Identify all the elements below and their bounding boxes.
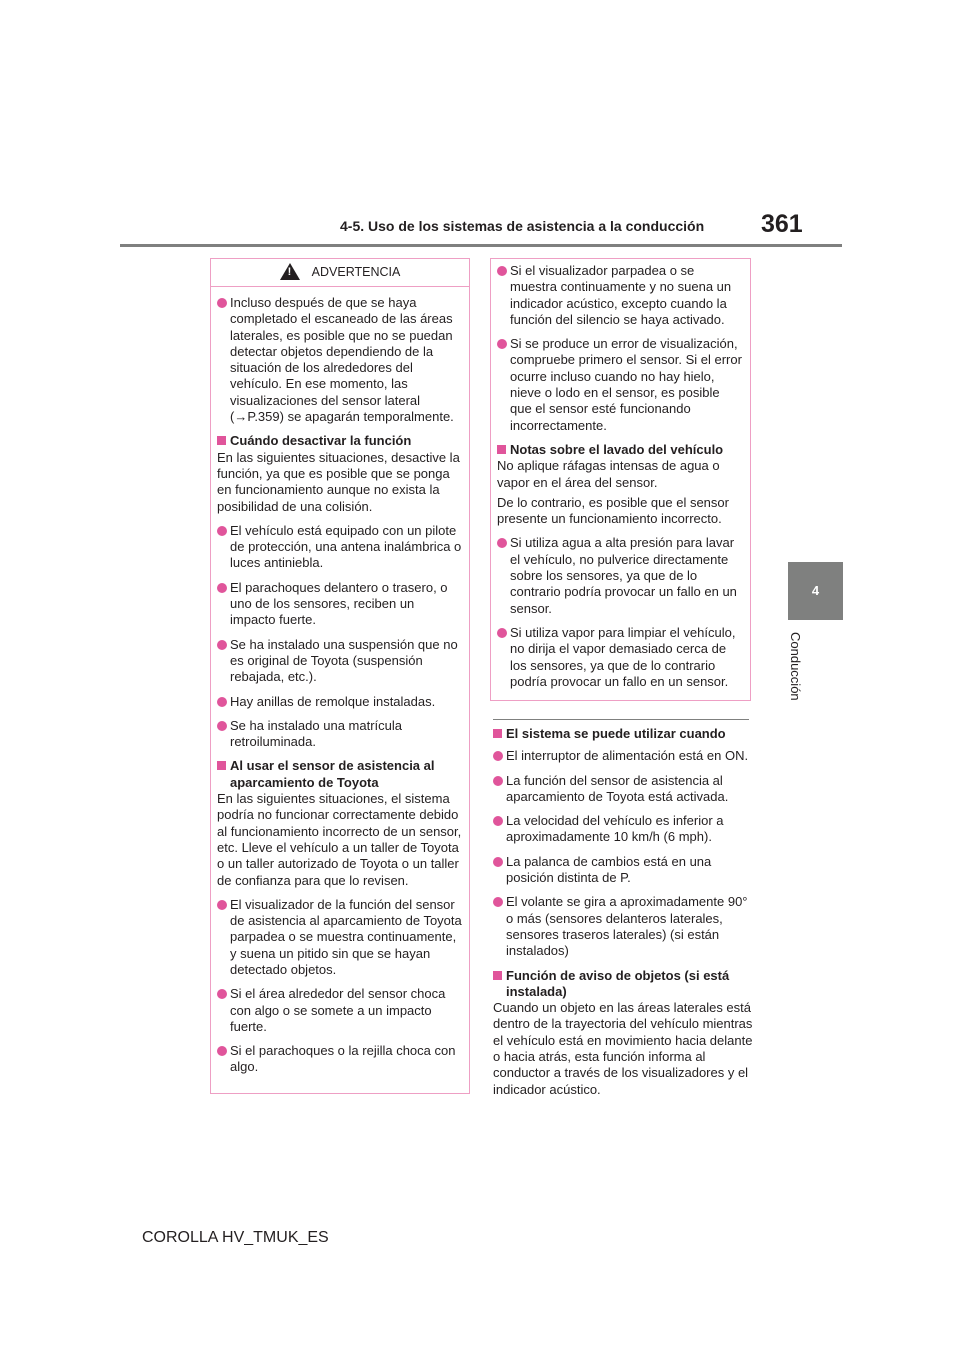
bullet-icon bbox=[217, 721, 230, 731]
bullet-icon bbox=[217, 697, 230, 707]
bullet-icon bbox=[217, 526, 230, 536]
header-rule bbox=[120, 244, 842, 247]
warning-title: ADVERTENCIA bbox=[311, 265, 401, 280]
list-item: Si utiliza agua a alta presión para lavar el vehículo, no pulverice directamente sobre los sensores, ya que de lo contrario podría provocar un fallo en un sensor. bbox=[497, 535, 744, 616]
list-item: Si se produce un error de visualización, compruebe primero el sensor. Si el error ocurre incluso cuando no hay hielo, nieve o lodo en el sensor, es posible que el sensor esté funcionando incorrectamente. bbox=[497, 336, 744, 434]
bullet-icon bbox=[217, 640, 230, 650]
bullet-icon bbox=[497, 538, 510, 548]
page-number: 361 bbox=[761, 210, 803, 238]
warning-box bbox=[210, 258, 470, 1094]
square-bullet-icon bbox=[493, 729, 506, 742]
bullet-icon bbox=[493, 776, 506, 786]
bullet-icon bbox=[217, 298, 230, 308]
list-item: Si el parachoques o la rejilla choca con algo. bbox=[217, 1043, 463, 1076]
list-item: Hay anillas de remolque instaladas. bbox=[217, 694, 463, 710]
bullet-icon bbox=[217, 1046, 230, 1056]
list-item: Incluso después de que se haya completado el escaneado de las áreas laterales, es posible que no se puedan detectar objetos dependiendo de la situación de los alrededores del vehículo. En ese momento, las visualizaciones del sensor lateral (→P.359) se apagarán temporalmente. bbox=[217, 295, 463, 425]
square-bullet-icon bbox=[497, 445, 510, 458]
bullet-icon bbox=[497, 628, 510, 638]
chapter-tab: 4 bbox=[788, 562, 843, 620]
list-item: El interruptor de alimentación está en ON. bbox=[493, 748, 753, 764]
bullet-icon bbox=[217, 900, 230, 910]
footer-model: COROLLA HV_TMUK_ES bbox=[142, 1229, 329, 1246]
subheading: El sistema se puede utilizar cuando bbox=[493, 726, 753, 742]
bullet-icon bbox=[217, 989, 230, 999]
list-item: La palanca de cambios está en una posición distinta de P. bbox=[493, 854, 753, 887]
bullet-icon bbox=[493, 857, 506, 867]
section-title: 4-5. Uso de los sistemas de asistencia a la conducción bbox=[340, 218, 705, 234]
list-item: La velocidad del vehículo es inferior a aproximadamente 10 km/h (6 mph). bbox=[493, 813, 753, 846]
square-bullet-icon bbox=[493, 971, 506, 1001]
bullet-icon bbox=[493, 897, 506, 907]
list-item: El visualizador de la función del sensor de asistencia al aparcamiento de Toyota parpadea o se muestra continuamente, y suena un pitido sin que se hayan detectado objetos. bbox=[217, 897, 463, 978]
list-item: El volante se gira a aproximadamente 90° o más (sensores delanteros laterales, sensores traseros laterales) (si están instalados) bbox=[493, 894, 753, 959]
paragraph: De lo contrario, es posible que el sensor presente un funcionamiento incorrecto. bbox=[497, 494, 729, 527]
paragraph: Cuando un objeto en las áreas laterales está dentro de la trayectoria del vehículo mientras el vehículo está en movimiento hacia delante o hacia atrás, esta función informa al conductor a través de los visualizadores y el indicador acústico. bbox=[493, 1000, 753, 1097]
bullet-icon bbox=[217, 583, 230, 593]
square-bullet-icon bbox=[217, 761, 230, 791]
subheading: Notas sobre el lavado del vehículo bbox=[497, 442, 744, 458]
paragraph: En las siguientes situaciones, el sistema podría no funcionar correctamente debido al funcionamiento incorrecto de un sensor, etc. Lleve el vehículo a un taller de Toyota o un taller autorizado de Toyota o un taller de confianza para que lo revisen. bbox=[217, 791, 462, 888]
chapter-label: Conducción bbox=[788, 632, 803, 701]
list-item: El vehículo está equipado con un pilote de protección, una antena inalámbrica o luces antiniebla. bbox=[217, 523, 463, 572]
warning-box-continued bbox=[490, 258, 751, 701]
list-item: La función del sensor de asistencia al aparcamiento de Toyota está activada. bbox=[493, 773, 753, 806]
bullet-icon bbox=[497, 266, 510, 276]
paragraph: En las siguientes situaciones, desactive la función, ya que es posible que se ponga en funcionamiento aunque no exista la posibilidad de una colisión. bbox=[217, 449, 460, 514]
section-rule bbox=[493, 719, 749, 720]
subheading: Al usar el sensor de asistencia al aparcamiento de Toyota bbox=[217, 758, 463, 791]
subheading: Función de aviso de objetos (si está instalada) bbox=[493, 968, 753, 1001]
bullet-icon bbox=[493, 816, 506, 826]
list-item: Si el área alrededor del sensor choca con algo o se somete a un impacto fuerte. bbox=[217, 986, 463, 1035]
main-text bbox=[493, 722, 753, 1106]
list-item: Se ha instalado una matrícula retroiluminada. bbox=[217, 718, 463, 751]
list-item: Si el visualizador parpadea o se muestra continuamente y no suena un indicador acústico, excepto cuando la función del silencio se haya activado. bbox=[497, 263, 744, 328]
list-item: Se ha instalado una suspensión que no es original de Toyota (suspensión rebajada, etc.). bbox=[217, 637, 463, 686]
warning-header bbox=[211, 259, 469, 287]
subheading: Cuándo desactivar la función bbox=[217, 433, 463, 449]
warning-triangle-icon bbox=[280, 263, 300, 280]
paragraph: No aplique ráfagas intensas de agua o vapor en el área del sensor. bbox=[497, 458, 720, 490]
list-item: Si utiliza vapor para limpiar el vehículo, no dirija el vapor demasiado cerca de los sensores, ya que de lo contrario podría provocar un fallo en un sensor. bbox=[497, 625, 744, 690]
bullet-icon bbox=[493, 751, 506, 761]
list-item: El parachoques delantero o trasero, o uno de los sensores, reciben un impacto fuerte. bbox=[217, 580, 463, 629]
warning-icon-glyph: ! bbox=[287, 266, 292, 278]
square-bullet-icon bbox=[217, 436, 230, 449]
bullet-icon bbox=[497, 339, 510, 349]
